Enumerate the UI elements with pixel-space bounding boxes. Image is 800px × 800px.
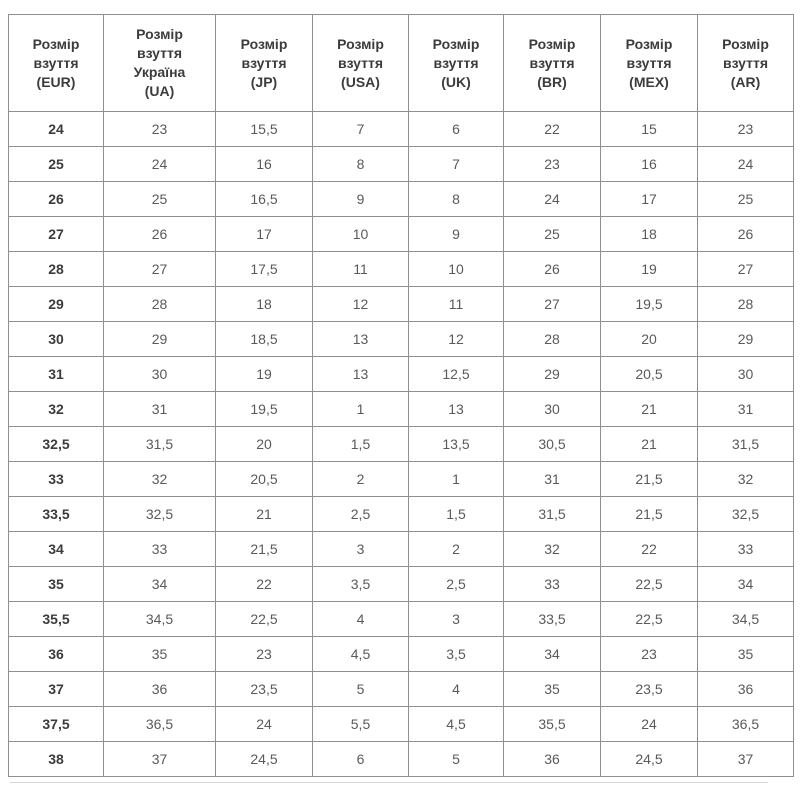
size-mex-cell: 20 xyxy=(601,322,698,357)
size-uk-cell: 12 xyxy=(409,322,504,357)
size-uk-cell: 1,5 xyxy=(409,497,504,532)
table-row xyxy=(9,182,794,217)
size-jp-cell: 16,5 xyxy=(216,182,313,217)
column-header-line: (AR) xyxy=(730,73,761,90)
table-row xyxy=(9,392,794,427)
size-eur-cell: 36 xyxy=(9,637,104,672)
size-br-cell: 30,5 xyxy=(504,427,601,462)
size-br-cell: 26 xyxy=(504,252,601,287)
column-header-ua xyxy=(104,15,216,112)
table-row xyxy=(9,532,794,567)
size-br-cell: 30 xyxy=(504,392,601,427)
size-jp-cell: 18 xyxy=(216,287,313,322)
size-ua-cell: 36 xyxy=(104,672,216,707)
size-mex-cell: 21 xyxy=(601,392,698,427)
table-row xyxy=(9,462,794,497)
size-usa-cell: 1 xyxy=(313,392,409,427)
column-header-line: Розмір xyxy=(136,26,183,42)
size-jp-cell: 20 xyxy=(216,427,313,462)
size-ua-cell: 36,5 xyxy=(104,707,216,742)
shoe-size-table xyxy=(8,14,794,777)
table-row xyxy=(9,707,794,742)
size-uk-cell: 3,5 xyxy=(409,637,504,672)
size-usa-cell: 4,5 xyxy=(313,637,409,672)
size-mex-cell: 15 xyxy=(601,112,698,147)
size-usa-cell: 6 xyxy=(313,742,409,777)
table-row xyxy=(9,497,794,532)
size-br-cell: 25 xyxy=(504,217,601,252)
size-ar-cell: 32,5 xyxy=(698,497,794,532)
column-header-line: (USA) xyxy=(341,73,380,90)
size-ua-cell: 28 xyxy=(104,287,216,322)
size-ar-cell: 26 xyxy=(698,217,794,252)
table-row xyxy=(9,427,794,462)
size-usa-cell: 13 xyxy=(313,357,409,392)
size-ar-cell: 34 xyxy=(698,567,794,602)
size-mex-cell: 24,5 xyxy=(601,742,698,777)
size-mex-cell: 21 xyxy=(601,427,698,462)
size-br-cell: 29 xyxy=(504,357,601,392)
size-br-cell: 31 xyxy=(504,462,601,497)
size-jp-cell: 20,5 xyxy=(216,462,313,497)
size-eur-cell: 31 xyxy=(9,357,104,392)
size-uk-cell: 10 xyxy=(409,252,504,287)
size-br-cell: 28 xyxy=(504,322,601,357)
size-eur-cell: 28 xyxy=(9,252,104,287)
size-eur-cell: 25 xyxy=(9,147,104,182)
column-header-line: взуття xyxy=(722,54,769,71)
size-jp-cell: 22 xyxy=(216,567,313,602)
size-ar-cell: 31 xyxy=(698,392,794,427)
size-eur-cell: 37,5 xyxy=(9,707,104,742)
size-uk-cell: 13 xyxy=(409,392,504,427)
size-ua-cell: 31 xyxy=(104,392,216,427)
size-ua-cell: 34 xyxy=(104,567,216,602)
table-row xyxy=(9,112,794,147)
size-mex-cell: 16 xyxy=(601,147,698,182)
column-header-usa xyxy=(313,15,409,112)
size-ar-cell: 25 xyxy=(698,182,794,217)
size-uk-cell: 6 xyxy=(409,112,504,147)
size-usa-cell: 4 xyxy=(313,602,409,637)
column-header-line: (EUR) xyxy=(36,73,76,90)
table-row xyxy=(9,567,794,602)
size-br-cell: 22 xyxy=(504,112,601,147)
size-uk-cell: 9 xyxy=(409,217,504,252)
size-usa-cell: 12 xyxy=(313,287,409,322)
size-mex-cell: 21,5 xyxy=(601,497,698,532)
size-usa-cell: 5 xyxy=(313,672,409,707)
size-eur-cell: 24 xyxy=(9,112,104,147)
size-uk-cell: 7 xyxy=(409,147,504,182)
size-eur-cell: 30 xyxy=(9,322,104,357)
size-uk-cell: 3 xyxy=(409,602,504,637)
size-mex-cell: 24 xyxy=(601,707,698,742)
size-usa-cell: 2 xyxy=(313,462,409,497)
size-eur-cell: 27 xyxy=(9,217,104,252)
size-usa-cell: 11 xyxy=(313,252,409,287)
size-ar-cell: 31,5 xyxy=(698,427,794,462)
size-jp-cell: 17 xyxy=(216,217,313,252)
size-usa-cell: 13 xyxy=(313,322,409,357)
size-br-cell: 35 xyxy=(504,672,601,707)
table-row xyxy=(9,357,794,392)
size-usa-cell: 5,5 xyxy=(313,707,409,742)
size-uk-cell: 11 xyxy=(409,287,504,322)
size-uk-cell: 5 xyxy=(409,742,504,777)
size-mex-cell: 17 xyxy=(601,182,698,217)
size-ar-cell: 23 xyxy=(698,112,794,147)
column-header-uk xyxy=(409,15,504,112)
column-header-line: Розмір xyxy=(432,35,480,52)
size-jp-cell: 16 xyxy=(216,147,313,182)
size-mex-cell: 22,5 xyxy=(601,602,698,637)
size-br-cell: 35,5 xyxy=(504,707,601,742)
column-header-line: Розмір xyxy=(240,35,288,52)
size-eur-cell: 38 xyxy=(9,742,104,777)
size-ua-cell: 30 xyxy=(104,357,216,392)
size-jp-cell: 23 xyxy=(216,637,313,672)
size-uk-cell: 2,5 xyxy=(409,567,504,602)
size-ua-cell: 25 xyxy=(104,182,216,217)
size-ua-cell: 23 xyxy=(104,112,216,147)
size-eur-cell: 34 xyxy=(9,532,104,567)
size-ar-cell: 36,5 xyxy=(698,707,794,742)
size-ua-cell: 35 xyxy=(104,637,216,672)
size-jp-cell: 21,5 xyxy=(216,532,313,567)
size-ua-cell: 32,5 xyxy=(104,497,216,532)
size-usa-cell: 8 xyxy=(313,147,409,182)
table-row xyxy=(9,322,794,357)
column-header-jp xyxy=(216,15,313,112)
size-ar-cell: 32 xyxy=(698,462,794,497)
size-ua-cell: 33 xyxy=(104,532,216,567)
size-mex-cell: 23 xyxy=(601,637,698,672)
column-header-line: взуття xyxy=(136,45,183,61)
column-header-line: взуття xyxy=(241,54,287,71)
column-header-line: взуття xyxy=(529,54,575,71)
size-br-cell: 24 xyxy=(504,182,601,217)
size-usa-cell: 3,5 xyxy=(313,567,409,602)
size-uk-cell: 4 xyxy=(409,672,504,707)
column-header-line: Україна xyxy=(133,64,186,80)
table-header xyxy=(9,15,794,112)
column-header-line: (BR) xyxy=(537,73,567,90)
size-ar-cell: 33 xyxy=(698,532,794,567)
size-ar-cell: 35 xyxy=(698,637,794,672)
size-eur-cell: 32,5 xyxy=(9,427,104,462)
header-row xyxy=(9,15,794,112)
size-uk-cell: 2 xyxy=(409,532,504,567)
size-ua-cell: 26 xyxy=(104,217,216,252)
column-header-line: (UA) xyxy=(144,83,175,99)
size-mex-cell: 19 xyxy=(601,252,698,287)
size-uk-cell: 12,5 xyxy=(409,357,504,392)
size-br-cell: 33,5 xyxy=(504,602,601,637)
size-jp-cell: 23,5 xyxy=(216,672,313,707)
size-eur-cell: 26 xyxy=(9,182,104,217)
size-ua-cell: 34,5 xyxy=(104,602,216,637)
size-eur-cell: 29 xyxy=(9,287,104,322)
column-header-line: Розмір xyxy=(625,35,673,52)
size-ar-cell: 34,5 xyxy=(698,602,794,637)
column-header-eur xyxy=(9,15,104,112)
size-ar-cell: 28 xyxy=(698,287,794,322)
table-row xyxy=(9,637,794,672)
size-ua-cell: 24 xyxy=(104,147,216,182)
size-mex-cell: 22,5 xyxy=(601,567,698,602)
table-row xyxy=(9,217,794,252)
size-br-cell: 31,5 xyxy=(504,497,601,532)
size-mex-cell: 18 xyxy=(601,217,698,252)
size-br-cell: 33 xyxy=(504,567,601,602)
size-jp-cell: 19 xyxy=(216,357,313,392)
column-header-line: (UK) xyxy=(441,73,471,90)
size-usa-cell: 9 xyxy=(313,182,409,217)
column-header-line: (JP) xyxy=(250,73,278,90)
table-row xyxy=(9,147,794,182)
divider xyxy=(10,782,768,783)
size-uk-cell: 4,5 xyxy=(409,707,504,742)
size-jp-cell: 22,5 xyxy=(216,602,313,637)
size-ar-cell: 37 xyxy=(698,742,794,777)
size-eur-cell: 33,5 xyxy=(9,497,104,532)
size-uk-cell: 8 xyxy=(409,182,504,217)
size-eur-cell: 37 xyxy=(9,672,104,707)
size-br-cell: 23 xyxy=(504,147,601,182)
size-eur-cell: 32 xyxy=(9,392,104,427)
size-br-cell: 34 xyxy=(504,637,601,672)
column-header-line: взуття xyxy=(433,54,479,71)
table-row xyxy=(9,672,794,707)
column-header-line: взуття xyxy=(337,54,384,71)
size-ar-cell: 36 xyxy=(698,672,794,707)
column-header-ar xyxy=(698,15,794,112)
size-mex-cell: 19,5 xyxy=(601,287,698,322)
size-jp-cell: 19,5 xyxy=(216,392,313,427)
size-uk-cell: 1 xyxy=(409,462,504,497)
table-row xyxy=(9,287,794,322)
size-ua-cell: 31,5 xyxy=(104,427,216,462)
column-header-line: (MEX) xyxy=(629,73,669,90)
size-br-cell: 36 xyxy=(504,742,601,777)
size-ar-cell: 30 xyxy=(698,357,794,392)
size-mex-cell: 22 xyxy=(601,532,698,567)
size-mex-cell: 20,5 xyxy=(601,357,698,392)
size-eur-cell: 35,5 xyxy=(9,602,104,637)
table-body xyxy=(9,112,794,777)
column-header-mex xyxy=(601,15,698,112)
column-header-line: взуття xyxy=(626,54,672,71)
size-jp-cell: 24 xyxy=(216,707,313,742)
size-ua-cell: 29 xyxy=(104,322,216,357)
size-uk-cell: 13,5 xyxy=(409,427,504,462)
size-jp-cell: 17,5 xyxy=(216,252,313,287)
size-usa-cell: 3 xyxy=(313,532,409,567)
table-row xyxy=(9,252,794,287)
size-usa-cell: 10 xyxy=(313,217,409,252)
size-mex-cell: 23,5 xyxy=(601,672,698,707)
size-ua-cell: 32 xyxy=(104,462,216,497)
column-header-br xyxy=(504,15,601,112)
size-usa-cell: 2,5 xyxy=(313,497,409,532)
size-ua-cell: 27 xyxy=(104,252,216,287)
size-ar-cell: 29 xyxy=(698,322,794,357)
size-eur-cell: 33 xyxy=(9,462,104,497)
column-header-line: взуття xyxy=(33,54,79,71)
size-jp-cell: 15,5 xyxy=(216,112,313,147)
size-usa-cell: 1,5 xyxy=(313,427,409,462)
size-jp-cell: 24,5 xyxy=(216,742,313,777)
column-header-line: Розмір xyxy=(32,35,80,52)
size-ar-cell: 27 xyxy=(698,252,794,287)
size-jp-cell: 18,5 xyxy=(216,322,313,357)
table-row xyxy=(9,602,794,637)
size-mex-cell: 21,5 xyxy=(601,462,698,497)
size-br-cell: 27 xyxy=(504,287,601,322)
size-br-cell: 32 xyxy=(504,532,601,567)
size-ua-cell: 37 xyxy=(104,742,216,777)
column-header-line: Розмір xyxy=(337,35,384,52)
table-row xyxy=(9,742,794,777)
size-jp-cell: 21 xyxy=(216,497,313,532)
column-header-line: Розмір xyxy=(528,35,576,52)
size-usa-cell: 7 xyxy=(313,112,409,147)
size-ar-cell: 24 xyxy=(698,147,794,182)
column-header-line: Розмір xyxy=(722,35,769,52)
size-eur-cell: 35 xyxy=(9,567,104,602)
